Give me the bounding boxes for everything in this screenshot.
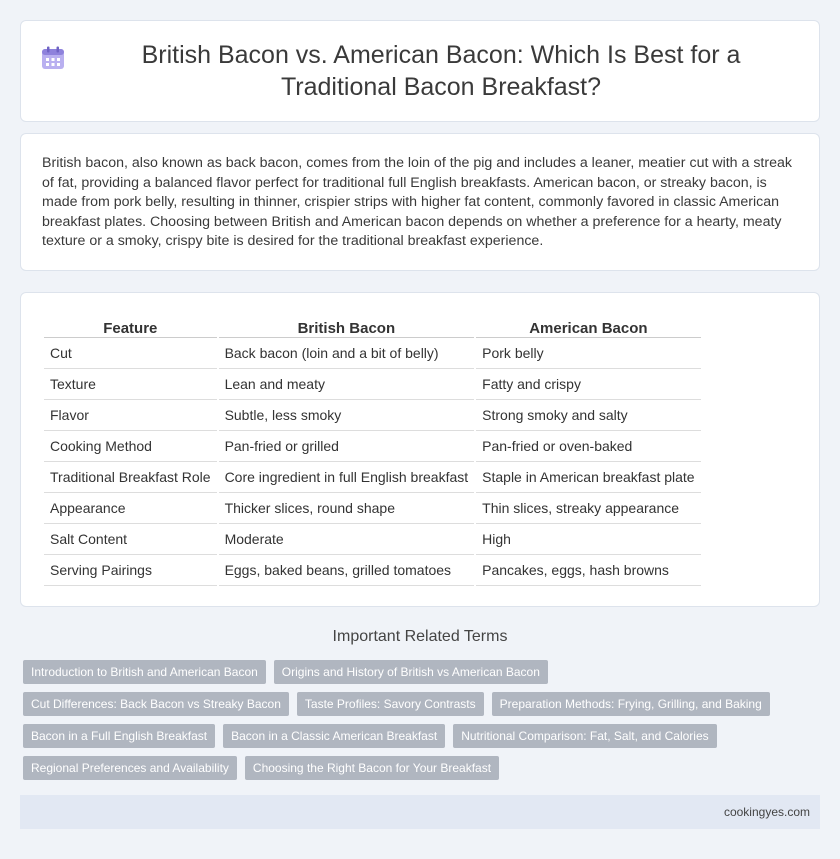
column-header-american: American Bacon [476,311,700,338]
comparison-table-card [20,292,820,607]
title-card [20,20,820,122]
table-cell: Lean and meaty [219,369,475,400]
table-row [44,338,701,369]
table-row [44,400,701,431]
related-term-tag[interactable]: Cut Differences: Back Bacon vs Streaky Bacon [23,692,289,716]
intro-paragraph: British bacon, also known as back bacon, comes from the loin of the pig and includes a leaner, meatier cut with a streak of fat, providing a balanced flavor perfect for traditional full English breakfasts. American bacon, or streaky bacon, is made from pork belly, resulting in thinner, crispier strips with higher fat content, commonly favored in classic American breakfast plates. Choosing between British and American bacon depends on whether a preference for a hearty, meaty texture or a smoky, crispy bite is desired for the traditional breakfast experience. [42,155,792,250]
footer [20,795,820,829]
table-cell: Subtle, less smoky [219,400,475,431]
table-cell: Thin slices, streaky appearance [476,493,700,524]
column-header-feature: Feature [44,311,217,338]
table-row [44,462,701,493]
table-cell: Eggs, baked beans, grilled tomatoes [219,555,475,586]
table-cell: Pan-fried or grilled [219,431,475,462]
table-cell: Cut [44,338,217,369]
table-cell: Texture [44,369,217,400]
table-cell: Strong smoky and salty [476,400,700,431]
related-term-tag[interactable]: Nutritional Comparison: Fat, Salt, and Calories [453,724,716,748]
related-term-tag[interactable]: Regional Preferences and Availability [23,756,237,780]
table-row [44,493,701,524]
related-term-tag[interactable]: Preparation Methods: Frying, Grilling, and Baking [492,692,770,716]
footer-site-link[interactable]: cookingyes.com [723,805,810,819]
related-term-tag[interactable]: Choosing the Right Bacon for Your Breakfast [245,756,499,780]
intro-card [20,133,820,271]
table-row [44,555,701,586]
table-cell: Thicker slices, round shape [219,493,475,524]
table-cell: Back bacon (loin and a bit of belly) [219,338,475,369]
table-cell: Salt Content [44,524,217,555]
column-header-british: British Bacon [219,311,475,338]
related-term-tag[interactable]: Bacon in a Classic American Breakfast [223,724,445,748]
related-term-tag[interactable]: Introduction to British and American Bacon [23,660,266,684]
table-cell: Cooking Method [44,431,217,462]
table-cell: Pork belly [476,338,700,369]
table-cell: Core ingredient in full English breakfast [219,462,475,493]
table-cell: Flavor [44,400,217,431]
table-row [44,431,701,462]
table-cell: Staple in American breakfast plate [476,462,700,493]
table-cell: Pancakes, eggs, hash browns [476,555,700,586]
calendar-icon [40,45,66,71]
table-cell: High [476,524,700,555]
related-terms-list [23,660,823,788]
table-header-row [44,311,701,338]
table-row [44,369,701,400]
related-term-tag[interactable]: Origins and History of British vs American Bacon [274,660,548,684]
comparison-table [42,311,703,586]
table-row [44,524,701,555]
related-term-tag[interactable]: Bacon in a Full English Breakfast [23,724,215,748]
related-term-tag[interactable]: Taste Profiles: Savory Contrasts [297,692,484,716]
table-cell: Serving Pairings [44,555,217,586]
table-cell: Pan-fried or oven-baked [476,431,700,462]
table-cell: Moderate [219,524,475,555]
table-cell: Traditional Breakfast Role [44,462,217,493]
table-cell: Fatty and crispy [476,369,700,400]
page-title: British Bacon vs. American Bacon: Which Is Best for a Traditional Bacon Breakfast? [141,41,741,101]
table-cell: Appearance [44,493,217,524]
related-terms-heading: Important Related Terms [332,628,508,645]
